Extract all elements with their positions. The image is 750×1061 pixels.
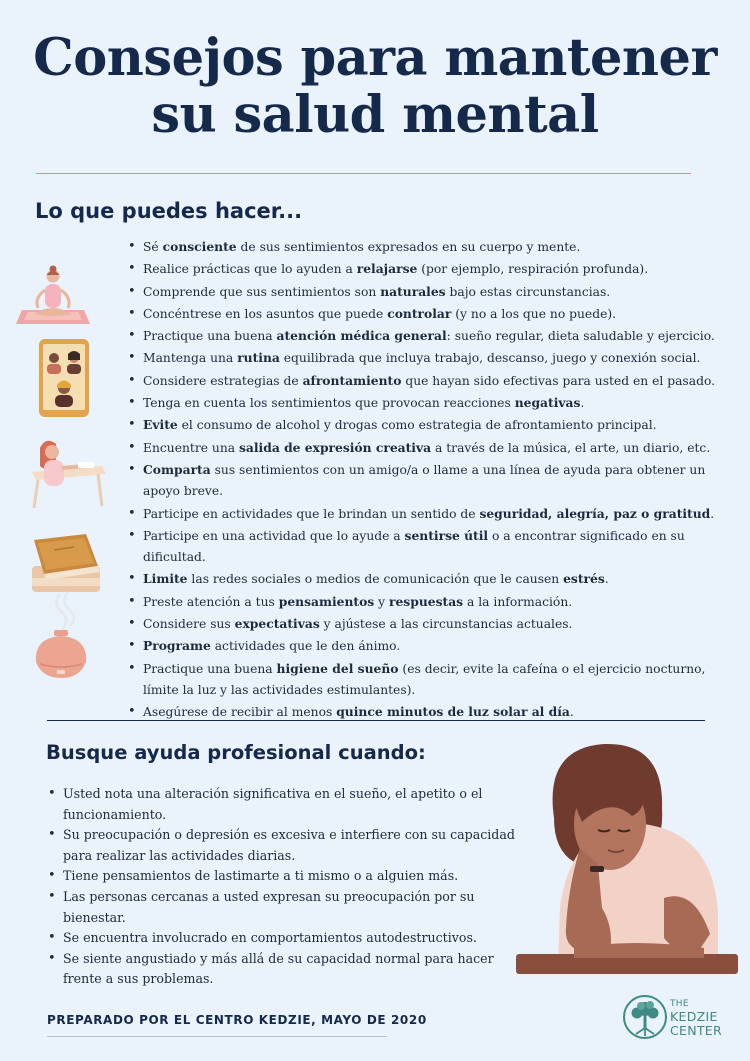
tip-item [127,370,733,392]
tip-text: (es decir, evite la cafeína o el ejercicio nocturno, límite la luz y las actividades estimulantes). [143,661,706,697]
diffuser-icon [30,590,96,682]
tip-emphasis: rutina [237,350,280,366]
tip-text: Tenga en cuenta los sentimientos que provocan reacciones [143,396,515,411]
tip-emphasis: expectativas [234,616,320,632]
books-icon [28,532,104,598]
tip-item [127,258,733,280]
tip-emphasis: relajarse [356,261,418,277]
tip-emphasis: sentirse útil [404,527,489,543]
tip-text: que hayan sido efectivas para usted en el pasado. [401,373,716,388]
tip-text: equilibrada que incluya trabajo, descanso, juego y conexión social. [279,351,701,366]
tip-item [127,414,733,436]
tip-emphasis: consciente [162,239,237,254]
seek-help-item: • Usted nota una alteración significativa en el sueño, el apetito o el funcionamiento. [47,784,517,825]
meditation-icon [14,262,90,328]
tip-item [127,525,733,569]
tip-emphasis: pensamientos [278,593,375,609]
tip-text: Mantenga una [143,351,238,366]
tip-item [127,325,733,347]
tree-logo-icon [622,994,668,1040]
section-divider [47,720,705,721]
title-divider [36,173,691,174]
section-heading-seek-help: Busque ayuda profesional cuando: [46,741,426,764]
tip-text: . [604,572,609,587]
page-title: Consejos para mantener su salud mental [33,28,717,145]
tip-text: las redes sociales o medios de comunicación que le causen [187,572,564,587]
tip-emphasis: negativas [514,395,581,411]
tip-text: Encuentre una [143,440,239,455]
tip-emphasis: Programe [143,638,211,654]
logo-line-2: KEDZIE [670,1009,718,1024]
tip-text: y [374,594,389,609]
tip-text: Comprende que sus sentimientos son [143,284,381,299]
tip-item [127,503,733,525]
tip-text: Considere sus [143,617,235,632]
tip-text: Preste atención a tus [143,594,279,609]
logo-line-1: THE [670,999,689,1009]
section-heading-what-you-can-do: Lo que puedes hacer... [35,199,303,223]
tip-item [127,591,733,613]
tip-item [127,437,733,459]
footer-credit: PREPARADO POR EL CENTRO KEDZIE, MAYO DE 2020 [47,1013,427,1027]
tip-text: Asegúrese de recibir al menos [143,705,337,720]
tip-emphasis: higiene del sueño [276,660,399,676]
tip-text: o a encontrar significado en su dificultad. [143,528,685,565]
tip-text: a través de la música, el arte, un diario, etc. [431,440,711,455]
tip-item [127,303,733,325]
tip-text: Participe en una actividad que lo ayude a [143,528,405,543]
journaling-icon [28,436,108,512]
tip-emphasis: atención médica general [276,328,447,344]
tip-emphasis: salida de expresión creativa [239,439,432,455]
tip-text: el consumo de alcohol y drogas como estrategia de afrontamiento principal. [177,418,657,433]
video-call-icon [38,338,90,418]
tip-text: Practique una buena [143,661,277,676]
footer-divider [47,1036,387,1037]
tips-list [127,236,733,724]
seek-help-item: • Su preocupación o depresión es excesiva e interfiere con su capacidad para realizar las actividades diarias. [47,825,517,866]
tip-text: sus sentimientos con un amigo/a o llame a una línea de ayuda para obtener un apoyo breve. [143,462,706,499]
tip-text: Considere estrategias de [143,373,303,388]
kedzie-center-logo [622,994,732,1044]
tip-item [127,568,733,590]
tip-item [127,281,733,303]
tip-text: Sé [143,240,163,254]
tip-text: y ajústese a las circunstancias actuales. [319,617,573,632]
tip-item [127,392,733,414]
tip-text: : sueño regular, dieta saludable y ejercicio. [446,329,715,344]
seek-help-list [47,784,517,990]
seek-help-item: • Se encuentra involucrado en comportamientos autodestructivos. [47,928,517,949]
logo-wordmark [670,998,722,1038]
tip-text: . [569,705,574,720]
tip-text: Realice prácticas que lo ayuden a [143,262,357,277]
tip-text: de sus sentimientos expresados en su cuerpo y mente. [236,240,581,254]
tip-text: . [580,396,585,411]
tip-emphasis: Comparta [143,461,211,477]
tip-item [127,613,733,635]
tip-text: . [710,506,715,521]
tip-item [127,347,733,369]
tip-emphasis: quince minutos de luz solar al día [336,704,570,720]
tip-emphasis: naturales [380,283,446,299]
tip-text: Participe en actividades que le brindan un sentido de [143,506,480,521]
tip-emphasis: seguridad, alegría, paz o gratitud [479,505,711,521]
tip-item [127,459,733,503]
tip-text: (y no a los que no puede). [451,306,617,321]
tip-emphasis: respuestas [389,593,464,609]
tip-item [127,635,733,657]
tip-item [127,658,733,702]
logo-line-3: CENTER [670,1023,722,1038]
seek-help-item: • Las personas cercanas a usted expresan su preocupación por su bienestar. [47,887,517,928]
tip-text: (por ejemplo, respiración profunda). [417,262,649,277]
tip-text: Practique una buena [143,329,277,344]
tip-text: Concéntrese en los asuntos que puede [143,306,388,321]
tip-emphasis: controlar [387,305,452,321]
tip-text: actividades que le den ánimo. [210,639,401,654]
tip-item [127,236,733,258]
tip-text: a la información. [463,594,573,609]
tip-emphasis: afrontamiento [302,372,402,388]
seek-help-item: • Se siente angustiado y más allá de su capacidad normal para hacer frente a sus problemas. [47,949,517,990]
tip-emphasis: estrés [563,571,605,587]
tip-emphasis: Evite [143,417,178,433]
tip-emphasis: Limite [143,571,188,587]
seek-help-item: • Tiene pensamientos de lastimarte a ti mismo o a alguien más. [47,866,517,887]
tip-text: bajo estas circunstancias. [445,284,611,299]
thinking-woman-illustration [514,738,740,978]
